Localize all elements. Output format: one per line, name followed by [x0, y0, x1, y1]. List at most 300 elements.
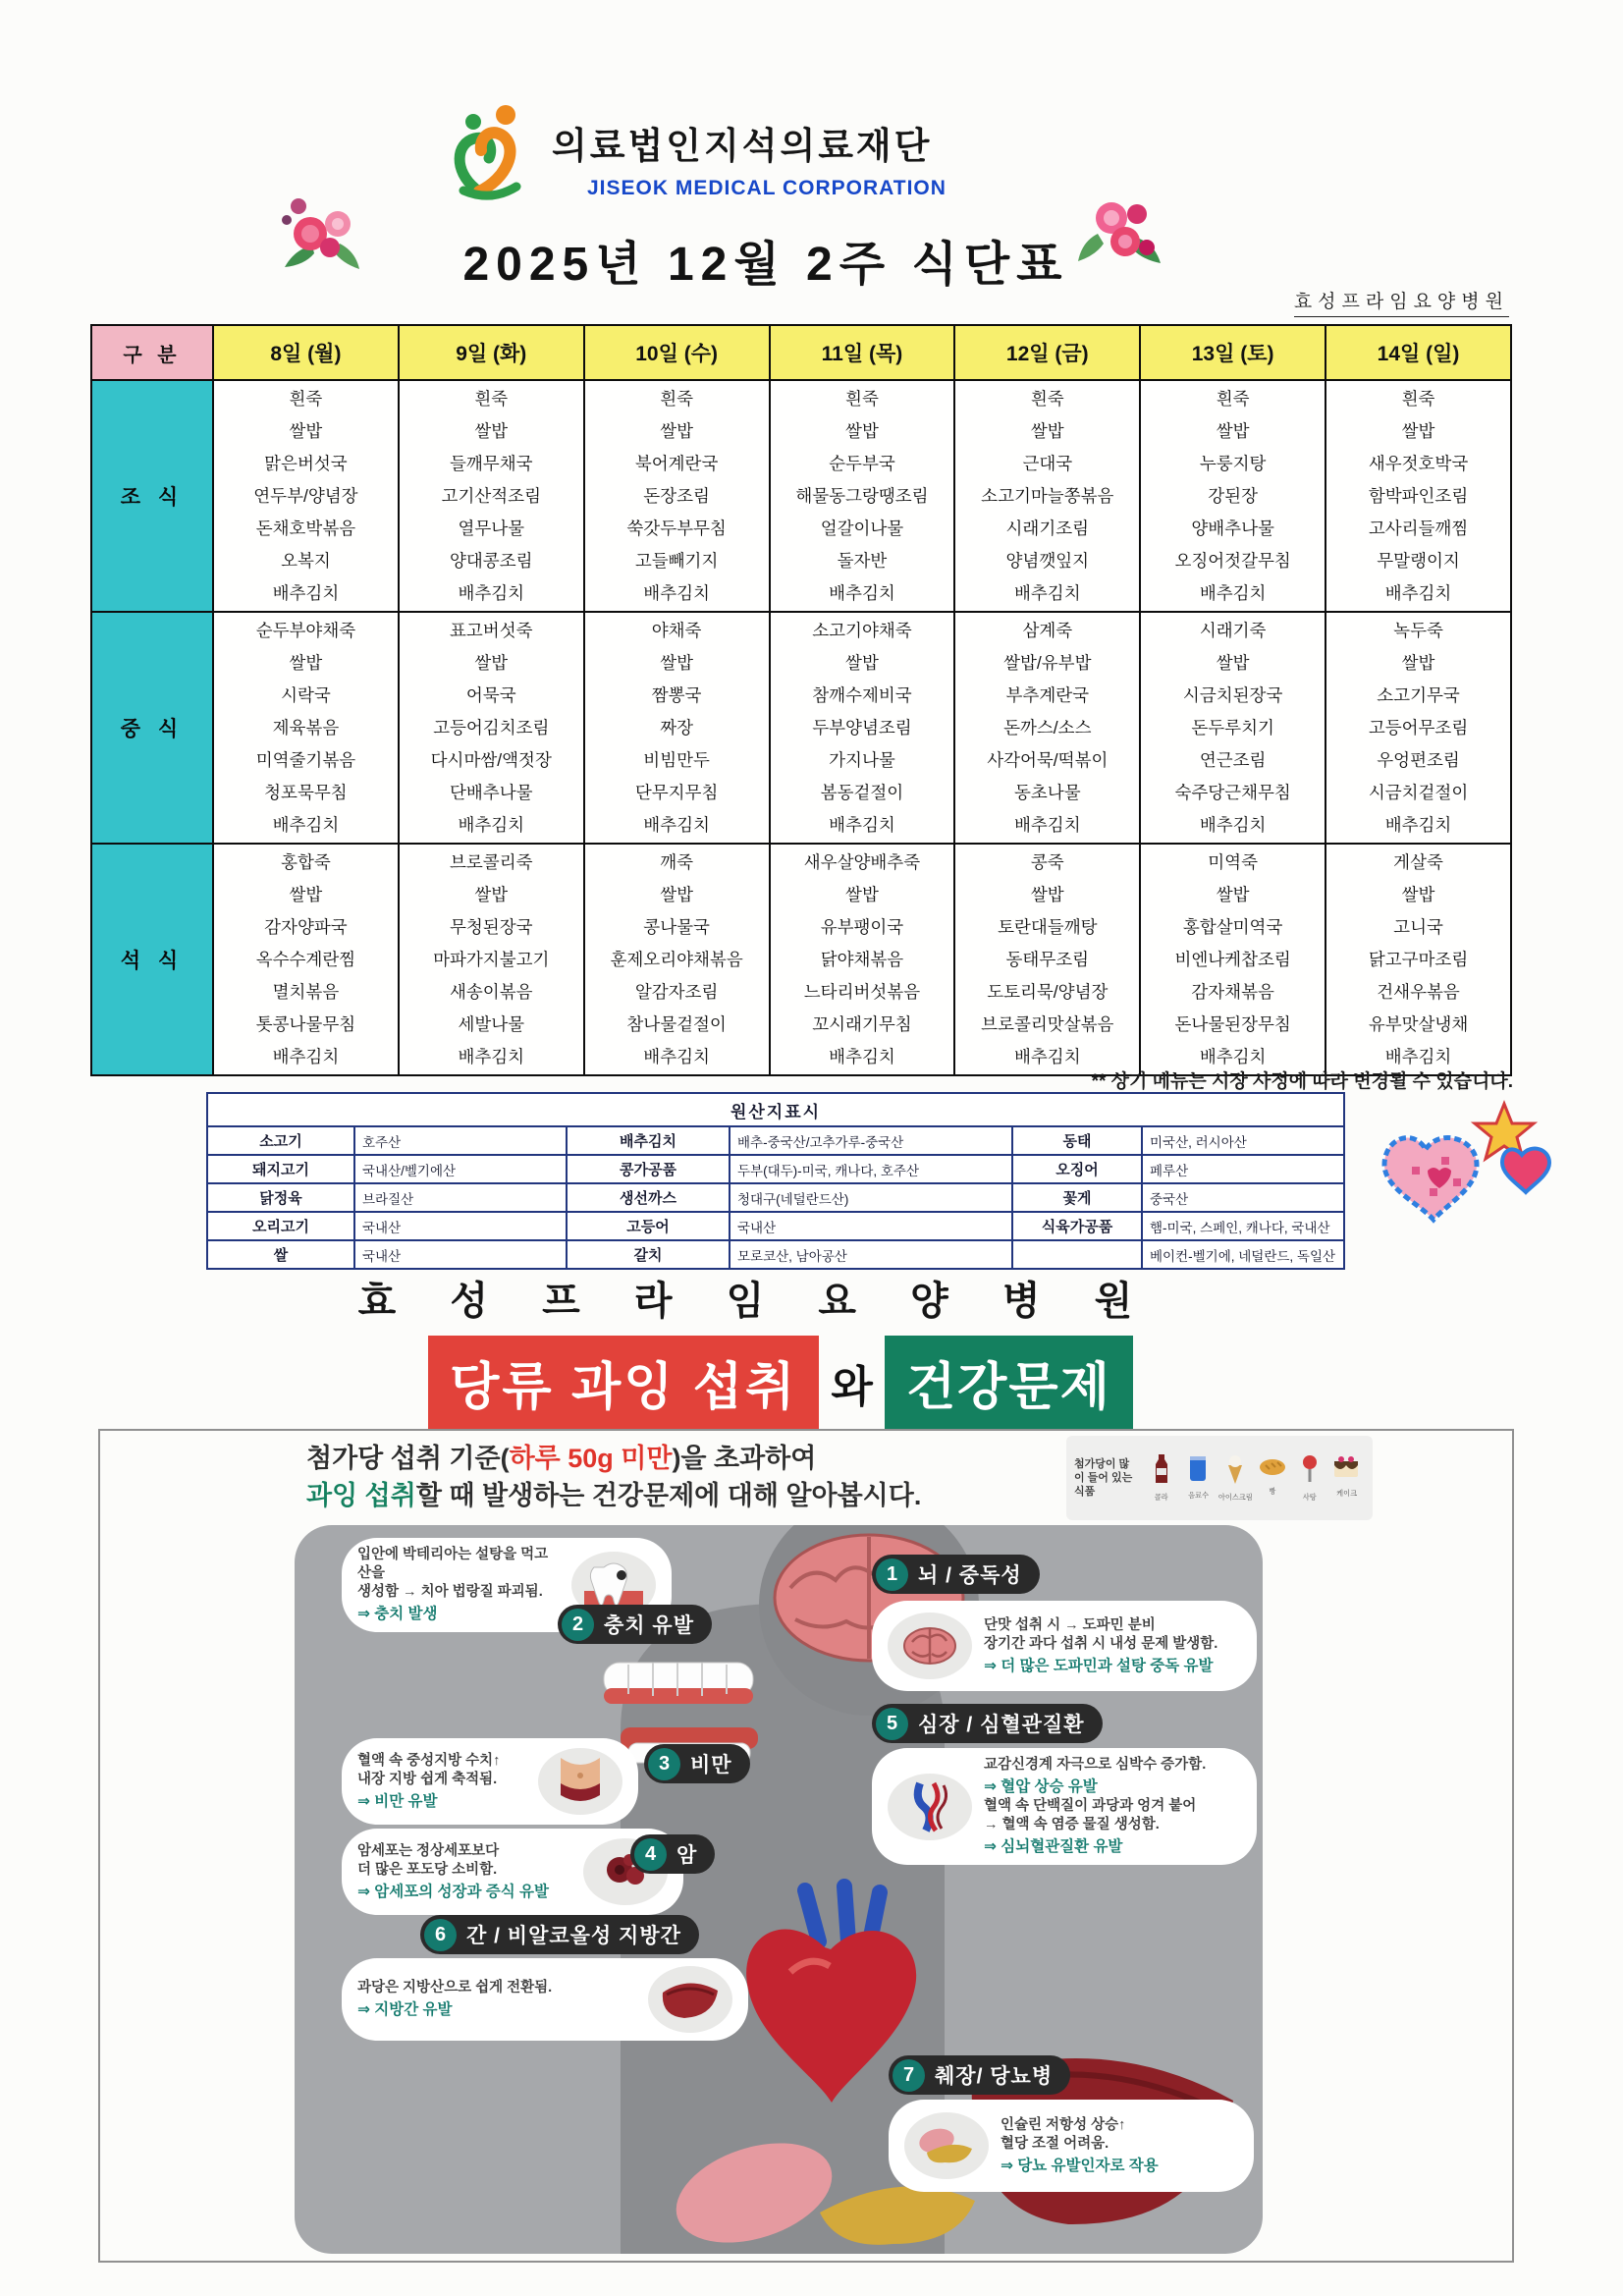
poster-item-badge	[558, 1605, 712, 1644]
food-item-label: 케이크	[1336, 1489, 1357, 1498]
origin-item-label: 닭정육	[207, 1183, 354, 1212]
origin-item-label: 쌀	[207, 1240, 354, 1269]
menu-item: 우엉편조림	[1377, 749, 1460, 770]
menu-item: 시락국	[281, 684, 331, 705]
menu-item: 동태무조림	[1005, 949, 1090, 969]
menu-item: 쌀밥	[474, 652, 509, 673]
menu-item: 깨죽	[660, 851, 694, 872]
menu-item: 쑥갓두부무침	[626, 518, 727, 538]
menu-item: 소고기야채죽	[812, 620, 912, 640]
menu-cell	[213, 380, 399, 612]
poster-item-number: 2	[562, 1609, 594, 1641]
origin-item-value: 모로코산, 남아공산	[730, 1240, 1012, 1269]
meal-label: 조 식	[91, 380, 213, 612]
poster-item-number: 6	[424, 1919, 457, 1951]
origin-item-label: 갈치	[567, 1240, 730, 1269]
subtitle-text: 할 때 발생하는 건강문제에 대해 알아봅시다.	[415, 1481, 922, 1510]
poster-item-title: 암	[676, 1844, 698, 1867]
poster-item-badge	[872, 1704, 1103, 1743]
menu-item: 건새우볶음	[1377, 981, 1460, 1002]
liver-icon	[648, 1966, 732, 2033]
poster-item-title: 뇌 / 중독성	[918, 1564, 1022, 1587]
menu-cell	[399, 380, 584, 612]
menu-item: 참나물겉절이	[626, 1013, 727, 1034]
origin-row	[207, 1126, 1344, 1155]
sugary-foods-box	[1066, 1436, 1373, 1520]
menu-item: 배추김치	[1013, 582, 1081, 603]
menu-item: 무말랭이지	[1377, 550, 1460, 571]
menu-item: 얼갈이나물	[820, 518, 904, 538]
menu-item: 비빔만두	[643, 749, 710, 770]
poster-item-badge	[420, 1915, 699, 1954]
poster-item-emphasis: ⇒ 충치 발생	[357, 1606, 438, 1622]
poster-item-badge	[889, 2055, 1070, 2095]
menu-item: 고들빼기지	[634, 550, 719, 571]
poster-item-emphasis: ⇒ 심뇌혈관질환 유발	[984, 1838, 1123, 1855]
menu-item: 감자양파국	[264, 916, 348, 937]
menu-item: 고사리들깨찜	[1368, 518, 1469, 538]
menu-item: 짬뽕국	[651, 684, 702, 705]
menu-item: 시래기조림	[1005, 518, 1090, 538]
origin-item-value: 베이컨-벨기에, 네덜란드, 독일산	[1142, 1240, 1344, 1269]
cake-icon	[1331, 1453, 1361, 1486]
vessels-icon	[888, 1774, 972, 1840]
poster-item-badge	[644, 1744, 750, 1783]
food-item-label: 음료수	[1187, 1491, 1209, 1500]
menu-item: 사각어묵/떡볶이	[987, 749, 1109, 770]
origin-item-value: 호주산	[354, 1126, 567, 1155]
origin-item-value: 국내산	[354, 1240, 567, 1269]
poster-item-title: 췌장/ 당뇨병	[935, 2065, 1054, 2088]
menu-item: 쌀밥	[660, 652, 694, 673]
menu-item: 어묵국	[465, 684, 516, 705]
subtitle-text: )을 초과하여	[672, 1444, 817, 1473]
menu-item: 배추김치	[1199, 814, 1267, 835]
menu-item: 숙주당근채무침	[1174, 782, 1291, 802]
menu-item: 닭야채볶음	[820, 949, 904, 969]
origin-item-label: 소고기	[207, 1126, 354, 1155]
brain-icon	[888, 1613, 972, 1679]
menu-item: 감자채볶음	[1191, 981, 1274, 1002]
menu-cell	[584, 380, 770, 612]
food-item-label: 아이스크림	[1217, 1493, 1253, 1502]
food-item-label: 빵	[1269, 1487, 1276, 1496]
origin-item-label: 동태	[1012, 1126, 1142, 1155]
poster-item-line: 혈액 속 단백질이 과당과 엉겨 붙어	[984, 1798, 1197, 1814]
origin-table-title: 원산지표시	[207, 1093, 1344, 1126]
day-header: 9일 (화)	[399, 325, 584, 380]
menu-item: 흰죽	[289, 388, 323, 409]
menu-item: 두부양념조림	[812, 717, 912, 738]
subtitle-text: 첨가당 섭취 기준(	[306, 1444, 510, 1473]
menu-item: 쌀밥	[1216, 884, 1250, 904]
menu-item: 쌀밥	[1401, 652, 1435, 673]
poster-item-line: → 혈액 속 염증 물질 생성함.	[984, 1817, 1160, 1832]
poster-title-green: 건강문제	[885, 1336, 1133, 1429]
poster-item-badge	[872, 1555, 1040, 1594]
menu-item: 비엔나케찹조림	[1174, 949, 1291, 969]
origin-item-label: 꽃게	[1012, 1183, 1142, 1212]
menu-item: 도토리묵/양념장	[987, 981, 1109, 1002]
menu-item: 쌀밥	[289, 884, 323, 904]
poster-item-number: 4	[634, 1838, 667, 1871]
menu-item: 유부팽이국	[820, 916, 904, 937]
menu-item: 고등어김치조림	[433, 717, 550, 738]
poster-item-line: 혈당 조절 어려움.	[1001, 2135, 1109, 2152]
poster-item-box	[342, 1738, 638, 1825]
poster-item-line: 생성함 → 치아 법랑질 파괴됨.	[357, 1584, 543, 1600]
menu-item: 새우젓호박국	[1368, 453, 1469, 473]
subtitle-highlight-green: 과잉 섭취	[306, 1481, 416, 1510]
day-header: 11일 (목)	[770, 325, 955, 380]
poster-title-red: 당류 과잉 섭취	[428, 1336, 819, 1429]
origin-item-label: 돼지고기	[207, 1155, 354, 1183]
can-icon	[1187, 1453, 1209, 1488]
menu-item: 시금치된장국	[1182, 684, 1283, 705]
food-item	[1254, 1453, 1290, 1503]
menu-item: 흰죽	[660, 388, 694, 409]
menu-item: 근대국	[1022, 453, 1073, 473]
poster-item-line: 과당은 지방산으로 쉽게 전환됨.	[357, 1980, 553, 1995]
menu-item: 새우살양배추죽	[803, 851, 921, 872]
origin-item-value: 중국산	[1142, 1183, 1344, 1212]
menu-item: 쌀밥	[1030, 420, 1064, 441]
menu-item: 미역죽	[1208, 851, 1258, 872]
origin-item-label: 배추김치	[567, 1126, 730, 1155]
menu-item: 세발나물	[458, 1013, 525, 1034]
day-header: 13일 (토)	[1140, 325, 1325, 380]
poster-item-line: 혈액 속 중성지방 수치↑	[357, 1752, 501, 1769]
menu-item: 배추김치	[1384, 814, 1452, 835]
meal-row	[91, 380, 1511, 612]
menu-item: 연두부/양념장	[253, 485, 358, 506]
menu-item: 브로콜리맛살볶음	[981, 1013, 1114, 1034]
menu-item: 봄동겉절이	[820, 782, 904, 802]
menu-item: 흰죽	[1030, 388, 1064, 409]
menu-item: 배추김치	[272, 814, 340, 835]
poster-item-title: 충치 유발	[604, 1614, 694, 1637]
poster-item-emphasis: ⇒ 혈압 상승 유발	[984, 1778, 1098, 1795]
poster-item-line: 단맛 섭취 시 → 도파민 분비	[984, 1616, 1156, 1633]
origin-item-value: 햄-미국, 스페인, 캐나다, 국내산	[1142, 1212, 1344, 1240]
menu-cell	[770, 380, 955, 612]
poster-item-number: 7	[893, 2059, 925, 2092]
poster-item-badge	[630, 1834, 715, 1874]
menu-item: 제육볶음	[272, 717, 340, 738]
poster-item-title: 비만	[690, 1754, 732, 1777]
menu-item: 시래기죽	[1199, 620, 1267, 640]
poster-item-line: 내장 지방 쉽게 축적됨.	[357, 1771, 498, 1787]
menu-item: 흰죽	[1401, 388, 1435, 409]
poster-item-text	[984, 1756, 1241, 1857]
hearts-decoration-icon	[1357, 1098, 1553, 1258]
menu-item: 쌀밥	[1030, 884, 1064, 904]
food-item	[1291, 1453, 1327, 1503]
menu-item: 돈까스/소스	[1003, 717, 1092, 738]
menu-item: 쌀밥	[1401, 884, 1435, 904]
menu-item: 시금치겉절이	[1368, 782, 1469, 802]
menu-item: 돈채호박볶음	[255, 518, 356, 538]
menu-item: 꼬시래기무침	[812, 1013, 912, 1034]
poster-item-emphasis: ⇒ 지방간 유발	[357, 2001, 453, 2018]
menu-item: 연근조림	[1199, 749, 1267, 770]
menu-item: 배추김치	[643, 1046, 710, 1066]
menu-cell	[954, 380, 1140, 612]
menu-item: 흰죽	[845, 388, 879, 409]
food-item	[1217, 1453, 1254, 1503]
menu-item: 가지나물	[829, 749, 895, 770]
menu-item: 쌀밥/유부밥	[1003, 652, 1092, 673]
menu-item: 청포묵무침	[264, 782, 348, 802]
poster-item-line: 더 많은 포도당 소비함.	[357, 1861, 498, 1878]
poster-title	[295, 1336, 1267, 1429]
jiseok-logo-icon	[444, 100, 538, 207]
menu-item: 들깨무채국	[450, 453, 533, 473]
menu-corner-header: 구 분	[91, 325, 213, 380]
menu-item: 오복지	[281, 550, 331, 571]
menu-item: 쌀밥	[1216, 420, 1250, 441]
icecream-icon	[1224, 1453, 1246, 1490]
menu-item: 쌀밥	[289, 652, 323, 673]
menu-item: 양념깻잎지	[1005, 550, 1090, 571]
day-header: 10일 (수)	[584, 325, 770, 380]
menu-item: 순두부국	[829, 453, 895, 473]
menu-item: 콩나물국	[643, 916, 710, 937]
menu-item: 배추김치	[458, 582, 525, 603]
origin-item-label	[1012, 1240, 1142, 1269]
menu-item: 콩죽	[1030, 851, 1064, 872]
menu-item: 배추김치	[458, 814, 525, 835]
belly-icon	[538, 1748, 622, 1815]
menu-item: 쌀밥	[474, 884, 509, 904]
menu-item: 고니국	[1393, 916, 1443, 937]
poster-item-box	[342, 1829, 683, 1915]
menu-item: 동초나물	[1013, 782, 1081, 802]
menu-header-row	[91, 325, 1511, 380]
menu-item: 쌀밥	[845, 884, 879, 904]
menu-item: 소고기마늘쫑볶음	[981, 485, 1114, 506]
poster-item-emphasis: ⇒ 암세포의 성장과 증식 유발	[357, 1883, 549, 1900]
poster-item-line: 입안에 박테리아는 설탕을 먹고 산을	[357, 1547, 549, 1581]
menu-item: 다시마쌈/액젓장	[430, 749, 552, 770]
menu-cell	[954, 844, 1140, 1075]
menu-item: 마파가지불고기	[433, 949, 550, 969]
menu-item: 닭고구마조림	[1368, 949, 1469, 969]
origin-item-label: 오징어	[1012, 1155, 1142, 1183]
menu-item: 배추김치	[1384, 1046, 1452, 1066]
menu-item: 배추김치	[1013, 814, 1081, 835]
menu-item: 돈장조림	[643, 485, 710, 506]
menu-item: 오징어젓갈무침	[1174, 550, 1291, 571]
menu-item: 야채죽	[651, 620, 702, 640]
origin-row	[207, 1155, 1344, 1183]
menu-item: 무청된장국	[450, 916, 533, 937]
menu-item: 고기산적조림	[441, 485, 541, 506]
menu-item: 돌자반	[837, 550, 888, 571]
day-header: 14일 (일)	[1325, 325, 1511, 380]
menu-item: 브로콜리죽	[450, 851, 533, 872]
menu-item: 배추김치	[272, 582, 340, 603]
menu-item: 참깨수제비국	[812, 684, 912, 705]
menu-item: 배추김치	[458, 1046, 525, 1066]
menu-item: 쌀밥	[1401, 420, 1435, 441]
menu-item: 고등어무조림	[1368, 717, 1469, 738]
poster-item-text	[1001, 2116, 1238, 2176]
menu-item: 쌀밥	[660, 420, 694, 441]
menu-item: 강된장	[1208, 485, 1258, 506]
origin-item-label: 식육가공품	[1012, 1212, 1142, 1240]
menu-item: 소고기무국	[1377, 684, 1460, 705]
menu-item: 미역줄기볶음	[255, 749, 356, 770]
poster-item-box	[872, 1601, 1257, 1691]
poster-subtitle	[306, 1440, 921, 1514]
menu-cell	[954, 612, 1140, 844]
food-item	[1143, 1453, 1179, 1503]
food-item	[1328, 1453, 1365, 1503]
origin-item-value: 국내산/벨기에산	[354, 1155, 567, 1183]
origin-item-value: 청대구(네덜란드산)	[730, 1183, 1012, 1212]
pancreas-icon	[904, 2112, 989, 2179]
candy-icon	[1299, 1453, 1321, 1490]
menu-item: 배추김치	[829, 814, 895, 835]
poster-item-number: 3	[648, 1748, 680, 1780]
food-item-label: 사탕	[1302, 1493, 1317, 1502]
menu-item: 짜장	[660, 717, 694, 738]
poster-item-line: 암세포는 정상세포보다	[357, 1842, 500, 1859]
cola-icon	[1150, 1453, 1173, 1490]
org-name-english: JISEOK MEDICAL CORPORATION	[587, 177, 947, 199]
poster-title-connector: 와	[831, 1362, 873, 1411]
menu-item: 배추김치	[643, 814, 710, 835]
menu-item: 배추김치	[829, 582, 895, 603]
menu-cell	[213, 844, 399, 1075]
menu-item: 돈두루치기	[1191, 717, 1274, 738]
menu-cell	[1325, 380, 1511, 612]
menu-item: 배추김치	[1199, 1046, 1267, 1066]
poster-item-number: 1	[876, 1558, 908, 1591]
poster-item-emphasis: ⇒ 당뇨 유발인자로 작용	[1001, 2157, 1159, 2174]
origin-row	[207, 1212, 1344, 1240]
page-title: 2025년 12월 2주 식단표	[462, 239, 1069, 291]
day-header: 8일 (월)	[213, 325, 399, 380]
menu-item: 배추김치	[272, 1046, 340, 1066]
menu-item: 삼계죽	[1022, 620, 1073, 640]
menu-cell	[584, 612, 770, 844]
menu-item: 북어계란국	[634, 453, 719, 473]
menu-item: 배추김치	[643, 582, 710, 603]
origin-row	[207, 1240, 1344, 1269]
meal-row	[91, 612, 1511, 844]
poster-item-box	[872, 1748, 1257, 1865]
menu-item: 쌀밥	[845, 420, 879, 441]
org-name-korean: 의료법인지석의료재단	[552, 126, 933, 166]
food-item	[1180, 1453, 1217, 1503]
menu-item: 홍합살미역국	[1182, 916, 1283, 937]
menu-item: 흰죽	[474, 388, 509, 409]
menu-cell	[213, 612, 399, 844]
poster-item-box	[342, 1958, 748, 2041]
menu-item: 멸치볶음	[272, 981, 340, 1002]
origin-item-label: 오리고기	[207, 1212, 354, 1240]
food-item-label: 콜라	[1154, 1493, 1168, 1502]
poster-item-text	[357, 1979, 636, 2020]
menu-item: 단무지무침	[634, 782, 719, 802]
menu-item: 흰죽	[1216, 388, 1250, 409]
menu-item: 배추김치	[1384, 582, 1452, 603]
menu-cell	[584, 844, 770, 1075]
poster-item-line: 교감신경계 자극으로 심박수 증가함.	[984, 1757, 1207, 1773]
menu-item: 단배추나물	[450, 782, 533, 802]
menu-item: 유부맛살냉채	[1368, 1013, 1469, 1034]
origin-item-value: 브라질산	[354, 1183, 567, 1212]
menu-change-note: ** 상기 메뉴는 시장 사정에 따라 변경될 수 있습니다.	[1091, 1071, 1513, 1092]
meal-label: 중 식	[91, 612, 213, 844]
menu-item: 알감자조림	[634, 981, 719, 1002]
origin-item-label: 고등어	[567, 1212, 730, 1240]
poster-item-text	[357, 1546, 560, 1624]
origin-item-label: 생선까스	[567, 1183, 730, 1212]
menu-cell	[1140, 380, 1325, 612]
menu-item: 부추계란국	[1005, 684, 1090, 705]
menu-item: 느타리버섯볶음	[803, 981, 921, 1002]
poster-item-box	[889, 2100, 1254, 2192]
menu-item: 표고버섯죽	[450, 620, 533, 640]
menu-table	[90, 324, 1512, 1076]
menu-item: 돈나물된장무침	[1174, 1013, 1291, 1034]
menu-cell	[1325, 612, 1511, 844]
menu-item: 쌀밥	[474, 420, 509, 441]
menu-item: 해물동그랑땡조림	[795, 485, 929, 506]
poster-item-line: 장기간 과다 섭취 시 내성 문제 발생함.	[984, 1635, 1218, 1652]
origin-item-value: 국내산	[730, 1212, 1012, 1240]
menu-item: 배추김치	[1013, 1046, 1081, 1066]
origin-item-value: 두부(대두)-미국, 캐나다, 호주산	[730, 1155, 1012, 1183]
menu-item: 쌀밥	[1216, 652, 1250, 673]
hospital-name: 효성프라임요양병원	[1294, 287, 1509, 317]
poster-item-title: 간 / 비알코올성 지방간	[466, 1925, 681, 1947]
poster-item-number: 5	[876, 1708, 908, 1740]
origin-item-value: 페루산	[1142, 1155, 1344, 1183]
menu-item: 홍합죽	[281, 851, 331, 872]
poster-item-line: 인슐린 저항성 상승↑	[1001, 2116, 1126, 2133]
menu-item: 함박파인조림	[1368, 485, 1469, 506]
poster-item-text	[357, 1842, 571, 1902]
origin-item-value: 미국산, 러시아산	[1142, 1126, 1344, 1155]
origin-item-value: 국내산	[354, 1212, 567, 1240]
menu-item: 토란대들깨탕	[998, 916, 1098, 937]
poster-item-emphasis: ⇒ 더 많은 도파민과 설탕 중독 유발	[984, 1657, 1214, 1674]
meal-label: 석 식	[91, 844, 213, 1075]
menu-cell	[770, 844, 955, 1075]
sugary-foods-label: 첨가당이 많이 들어 있는 식품	[1074, 1458, 1133, 1498]
poster-item-text	[357, 1752, 526, 1812]
subtitle-highlight-red: 하루 50g 미만	[509, 1444, 673, 1473]
menu-item: 배추김치	[829, 1046, 895, 1066]
menu-item: 순두부야채죽	[255, 620, 356, 640]
menu-item: 배추김치	[1199, 582, 1267, 603]
menu-item: 양대콩조림	[450, 550, 533, 571]
menu-item: 쌀밥	[845, 652, 879, 673]
menu-item: 옥수수계란찜	[255, 949, 356, 969]
poster-item-emphasis: ⇒ 비만 유발	[357, 1792, 438, 1810]
menu-cell	[770, 612, 955, 844]
menu-item: 녹두죽	[1393, 620, 1443, 640]
menu-item: 게살죽	[1393, 851, 1443, 872]
origin-item-label: 콩가공품	[567, 1155, 730, 1183]
poster-item-title: 심장 / 심혈관질환	[918, 1714, 1085, 1736]
menu-item: 양배추나물	[1191, 518, 1274, 538]
hospital-heading: 효 성 프 라 임 요 양 병 원	[357, 1280, 1155, 1323]
